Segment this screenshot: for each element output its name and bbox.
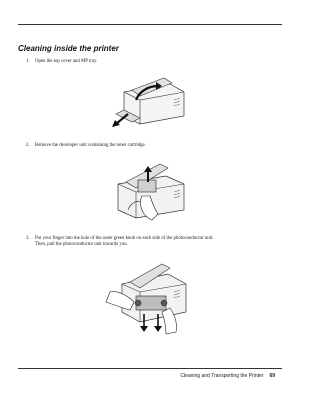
header-rule: [18, 24, 282, 25]
footer-rule: [18, 368, 282, 369]
step-number: 1.: [26, 59, 30, 64]
page-number: 69: [269, 373, 275, 379]
figure-open-top-cover: [110, 70, 192, 128]
step-3: [26, 236, 285, 249]
step-text: Open the top cover and MP tray.: [35, 59, 98, 64]
step-number: 2.: [26, 143, 30, 148]
step-text: Put your finger into the hole of the outer green knob on each side of the photoconductor unit.: [35, 236, 214, 241]
step-2: [26, 143, 285, 149]
step-text: Remove the developer unit containing the toner cartridge.: [35, 143, 146, 148]
step-number: 3.: [26, 236, 30, 241]
step-1: [26, 59, 285, 65]
figure-pull-photoconductor-unit: [100, 262, 196, 340]
footer-chapter: Cleaning and Transporting the Printer: [180, 373, 264, 379]
page-footer: [180, 373, 275, 379]
step-text-continued: Then, pull the photoconductor unit towards you.: [35, 242, 128, 248]
figure-remove-developer-unit: [108, 160, 194, 222]
section-title: Cleaning inside the printer: [18, 44, 119, 53]
